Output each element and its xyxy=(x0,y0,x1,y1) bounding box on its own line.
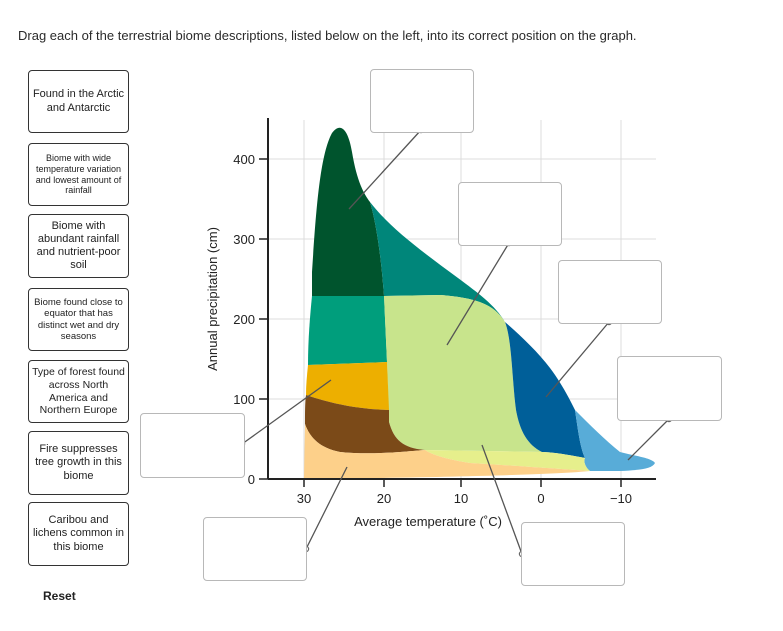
y-tick-label: 100 xyxy=(233,392,255,407)
x-tick-label: 20 xyxy=(376,491,392,506)
biome-card-savanna[interactable]: Biome found close to equator that has distinct wet and dry seasons xyxy=(28,288,129,351)
drop-target-boreal[interactable] xyxy=(558,260,662,324)
y-tick-label: 200 xyxy=(233,312,255,327)
y-tick-label: 400 xyxy=(233,152,255,167)
biome-card-desert[interactable]: Biome with wide temperature variation and lowest amount of rainfall xyxy=(28,143,129,206)
biome-card-grassland[interactable]: Fire suppresses tree growth in this biome xyxy=(28,431,129,495)
x-tick-label: 0 xyxy=(537,491,545,506)
region-tropical-seasonal-forest xyxy=(308,296,387,365)
y-axis-title: Annual precipitation (cm) xyxy=(205,227,220,371)
drop-target-savanna[interactable] xyxy=(140,413,245,478)
x-tick-label: 10 xyxy=(453,491,469,506)
drop-target-temperate[interactable] xyxy=(458,182,562,246)
reset-button[interactable]: Reset xyxy=(43,589,76,603)
biome-card-rainforest[interactable]: Biome with abundant rainfall and nutrient-poor soil xyxy=(28,214,129,278)
biome-card-coniferous-forest[interactable]: Type of forest found across North America and Northern Europe xyxy=(28,360,129,423)
drop-target-desert[interactable] xyxy=(203,517,307,581)
y-tick-label: 300 xyxy=(233,232,255,247)
y-tick-label: 0 xyxy=(247,472,255,487)
biome-card-tundra[interactable]: Caribou and lichens common in this biome xyxy=(28,502,129,566)
biome-card-polar[interactable]: Found in the Arctic and Antarctic xyxy=(28,70,129,133)
drop-target-tundra[interactable] xyxy=(617,356,722,421)
x-tick-label: −10 xyxy=(609,491,633,506)
drop-target-polar-rainforest[interactable] xyxy=(370,69,474,133)
drop-target-grassland[interactable] xyxy=(521,522,625,586)
instructions-text: Drag each of the terrestrial biome descriptions, listed below on the left, into its correct position on the graph. xyxy=(18,28,637,43)
x-axis-title: Average temperature (˚C) xyxy=(354,514,502,529)
x-tick-label: 30 xyxy=(296,491,312,506)
